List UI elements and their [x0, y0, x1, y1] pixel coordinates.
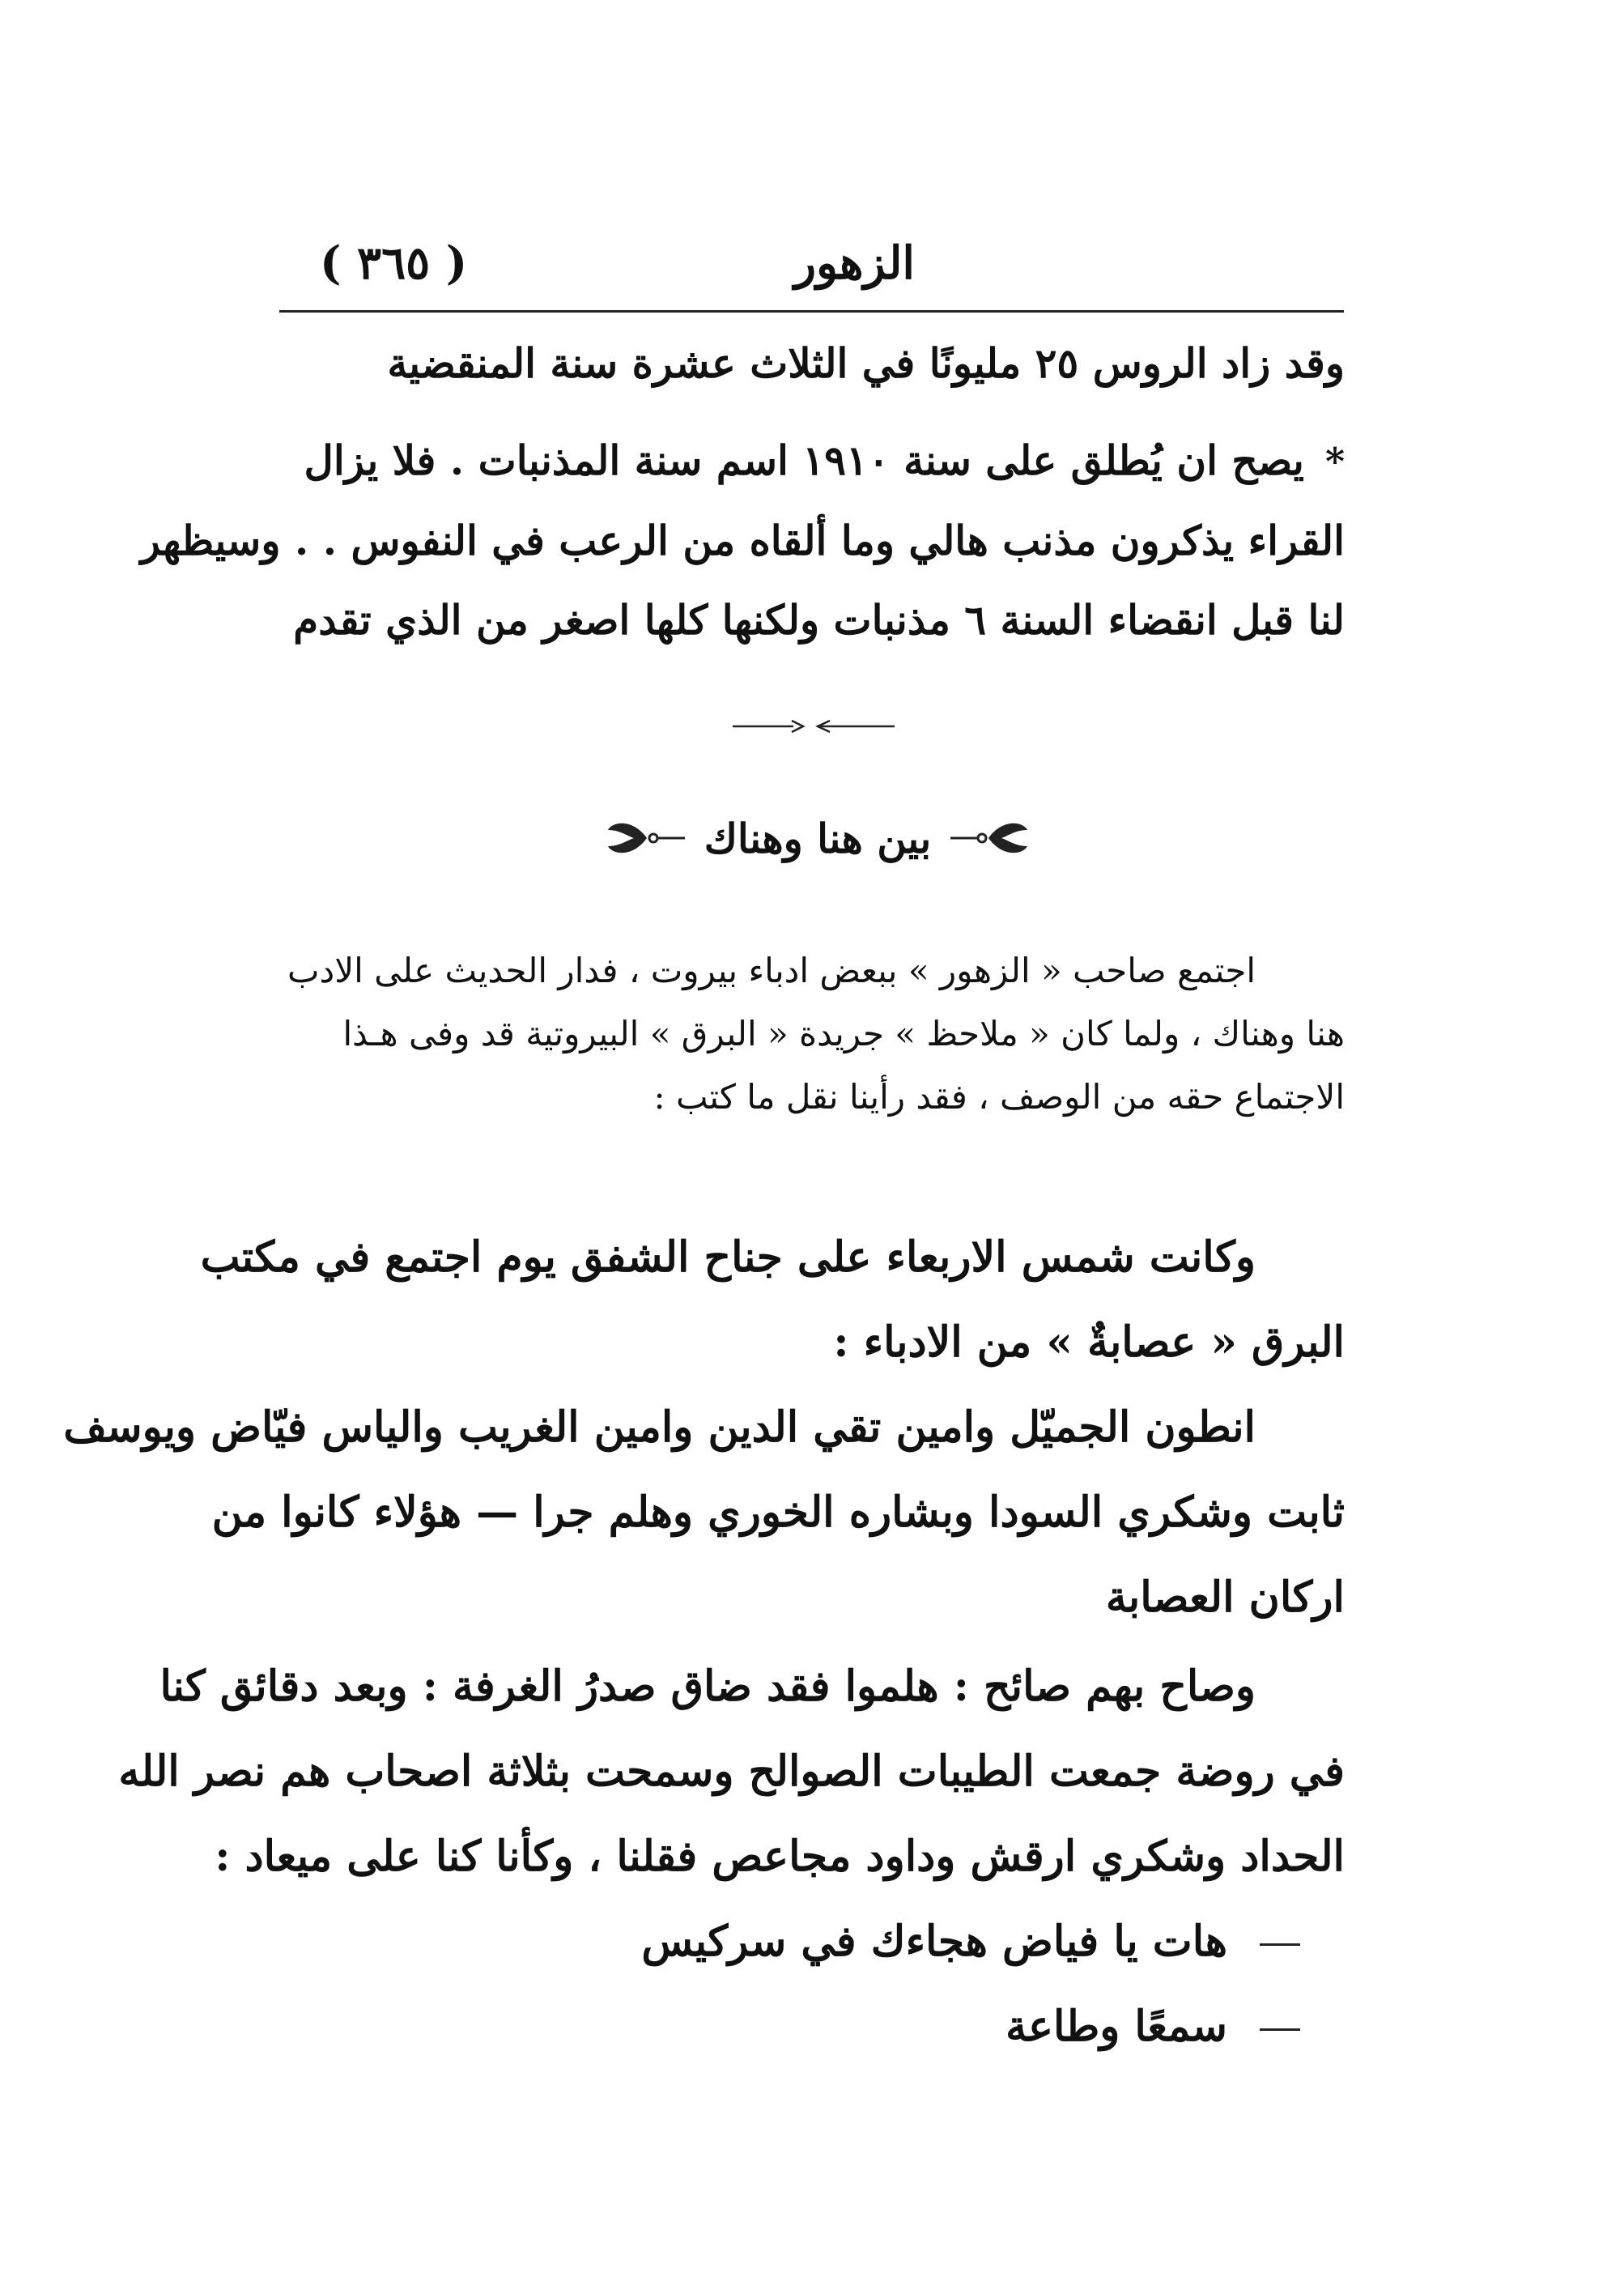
separator-ornament-icon — [729, 714, 899, 738]
text-line: لنا قبل انقضاء السنة ٦ مذنبات ولكنها كلها اصغر من الذي تقدم — [293, 596, 1345, 644]
flourish-ornament-icon — [946, 814, 1035, 862]
top-paragraph — [280, 324, 1345, 403]
text-line: وقد زاد الروس ٢٥ مليونًا في الثلاث عشرة سنة المنقضية — [387, 339, 1345, 387]
dialogue-dash — [1260, 1943, 1300, 1946]
text-line: وصاح بهم صائح : هلموا فقد ضاق صدرُ الغرفة : وبعد دقائق كنا — [159, 1662, 1256, 1711]
intro-paragraph — [280, 939, 1345, 1129]
running-title: الزهور — [793, 236, 915, 290]
text-line: البرق « عصابةٌ » من الادباء : — [833, 1317, 1345, 1367]
text-line-content: يصح ان يُطلق على سنة ١٩١٠ اسم سنة المذنبات . فلا يزال — [304, 436, 1304, 484]
text-line: وكانت شمس الاربعاء على جناح الشفق يوم اجتمع في مكتب — [200, 1232, 1256, 1282]
text-line: انطون الجميّل وامين تقي الدين وامين الغريب والياس فيّاض ويوسف — [63, 1402, 1256, 1452]
body-paragraph-1 — [200, 1215, 1345, 1385]
section-heading — [567, 814, 1069, 887]
text-line: هنا وهناك ، ولما كان « ملاحظ » جريدة « البرق » البيروتية قد وفى هـذا — [342, 1014, 1345, 1053]
dialogue-text: سمعًا وطاعة — [1005, 2002, 1227, 2051]
flourish-ornament-icon — [600, 814, 689, 862]
body-paragraph-3 — [118, 1644, 1345, 1899]
star-marker: * — [1324, 440, 1345, 483]
dialogue-line — [1005, 1984, 1345, 2069]
text-line — [280, 421, 1345, 501]
dialogue-text: هات يا فياض هجاءك في سركيس — [641, 1917, 1227, 1966]
body-paragraph-2 — [63, 1385, 1345, 1640]
text-line: اركان العصابة — [1105, 1573, 1345, 1622]
text-line: الاجتماع حقه من الوصف ، فقد رأينا نقل ما كتب : — [653, 1077, 1345, 1117]
section-title: بين هنا وهناك — [704, 814, 932, 862]
text-line: في روضة جمعت الطيبات الصوالح وسمحت بثلاثة اصحاب هم نصر الله — [118, 1747, 1345, 1796]
text-line: اجتمع صاحب « الزهور » ببعض ادباء بيروت ، فدار الحديث على الادب — [287, 951, 1256, 990]
footnote-comets — [140, 421, 1345, 660]
dialogue-line — [641, 1899, 1345, 1984]
page-number: ( ٣٦٥ ) — [320, 236, 468, 290]
text-line: الحداد وشكري ارقش وداود مجاعص فقلنا ، وكأنا كنا على ميعاد : — [215, 1832, 1345, 1881]
header-rule — [279, 310, 1344, 313]
page-header — [279, 236, 1344, 301]
text-line: ثابت وشكري السودا وبشاره الخوري وهلم جرا — هؤلاء كانوا من — [211, 1487, 1345, 1537]
dialogue-dash — [1260, 2028, 1300, 2031]
text-line: القراء يذكرون مذنب هالي وما ألقاه من الرعب في النفوس . . وسيظهر — [140, 517, 1345, 564]
